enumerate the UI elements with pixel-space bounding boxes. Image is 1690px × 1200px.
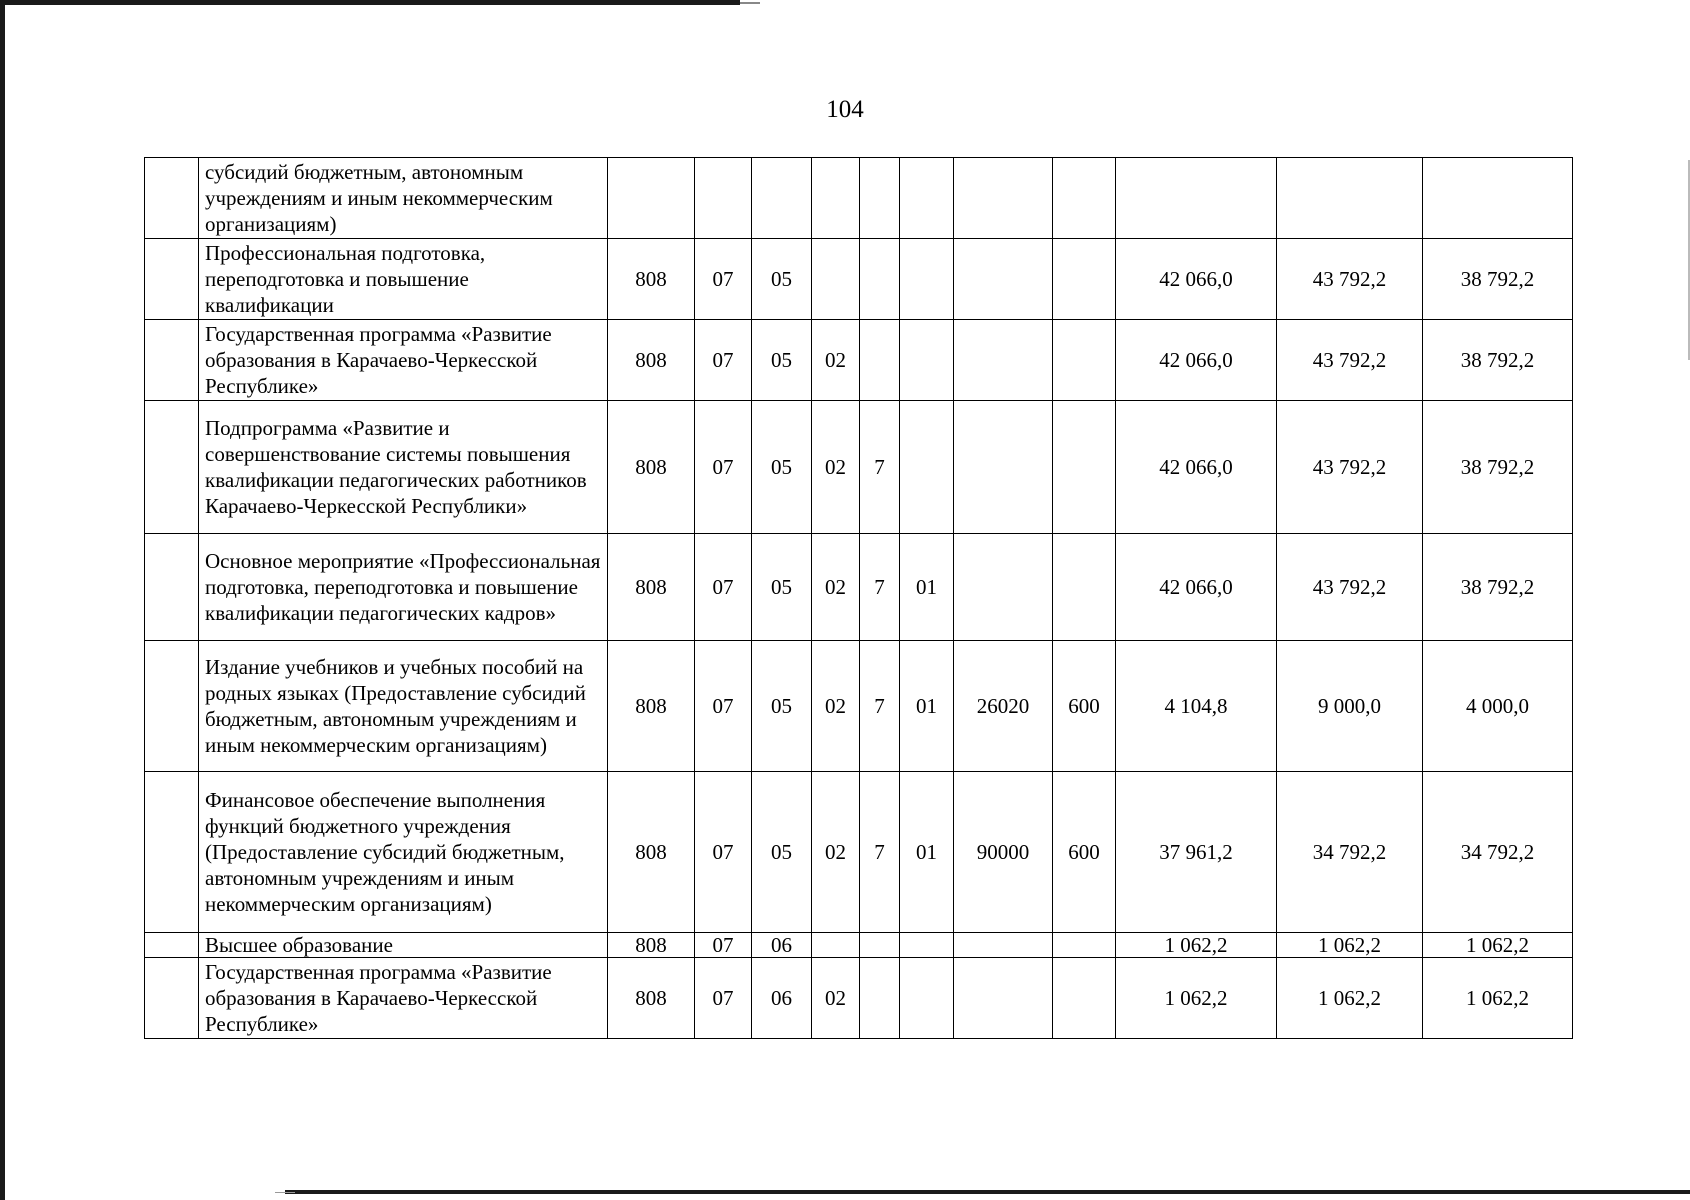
- section-code-cell: 07: [695, 958, 752, 1039]
- sum-year3-cell: 38 792,2: [1423, 401, 1573, 534]
- program-code-cell: 02: [812, 772, 860, 933]
- expense-type-cell: [1053, 320, 1116, 401]
- subsection-code-cell: [752, 158, 812, 239]
- sum-year1-cell: 42 066,0: [1116, 401, 1277, 534]
- ministry-code-cell: 808: [608, 401, 695, 534]
- section-code-cell: 07: [695, 534, 752, 641]
- sum-year1-cell: 42 066,0: [1116, 534, 1277, 641]
- subsection-code-cell: 05: [752, 239, 812, 320]
- expense-name-cell: Профессиональная подготовка, переподготовка и повышение квалификации: [199, 239, 608, 320]
- subsection-code-cell: 06: [752, 958, 812, 1039]
- direction-code-cell: [954, 933, 1053, 958]
- event-code-cell: 01: [900, 534, 954, 641]
- direction-code-cell: [954, 320, 1053, 401]
- expense-name-cell: Подпрограмма «Развитие и совершенствование системы повышения квалификации педагогических работников Карачаево-Черкесской Республики»: [199, 401, 608, 534]
- section-code-cell: 07: [695, 401, 752, 534]
- section-code-cell: 07: [695, 772, 752, 933]
- direction-code-cell: [954, 958, 1053, 1039]
- section-code-cell: 07: [695, 933, 752, 958]
- table-row: [145, 933, 1573, 958]
- event-code-cell: [900, 958, 954, 1039]
- row-number-cell: [145, 320, 199, 401]
- ministry-code-cell: [608, 158, 695, 239]
- program-code-cell: 02: [812, 641, 860, 772]
- subprogram-code-cell: 7: [860, 641, 900, 772]
- row-number-cell: [145, 534, 199, 641]
- section-code-cell: [695, 158, 752, 239]
- scan-edge-left: [0, 0, 5, 1200]
- expense-type-cell: [1053, 958, 1116, 1039]
- row-number-cell: [145, 772, 199, 933]
- ministry-code-cell: 808: [608, 958, 695, 1039]
- subprogram-code-cell: 7: [860, 401, 900, 534]
- row-number-cell: [145, 641, 199, 772]
- scan-edge-top-faint: [740, 2, 760, 4]
- row-number-cell: [145, 401, 199, 534]
- sum-year2-cell: 1 062,2: [1277, 933, 1423, 958]
- section-code-cell: 07: [695, 239, 752, 320]
- expense-type-cell: [1053, 239, 1116, 320]
- subprogram-code-cell: [860, 239, 900, 320]
- subsection-code-cell: 05: [752, 534, 812, 641]
- expense-name-cell: Финансовое обеспечение выполнения функций бюджетного учреждения (Предоставление субсидий бюджетным, автономным учреждениям и иным некоммерческим организациям): [199, 772, 608, 933]
- sum-year3-cell: [1423, 158, 1573, 239]
- table-row: [145, 320, 1573, 401]
- sum-year3-cell: 38 792,2: [1423, 534, 1573, 641]
- table-row: [145, 534, 1573, 641]
- program-code-cell: [812, 239, 860, 320]
- direction-code-cell: [954, 158, 1053, 239]
- sum-year2-cell: 34 792,2: [1277, 772, 1423, 933]
- subprogram-code-cell: [860, 933, 900, 958]
- subprogram-code-cell: 7: [860, 534, 900, 641]
- direction-code-cell: [954, 239, 1053, 320]
- ministry-code-cell: 808: [608, 772, 695, 933]
- program-code-cell: 02: [812, 320, 860, 401]
- program-code-cell: 02: [812, 958, 860, 1039]
- expense-name-cell: субсидий бюджетным, автономным учреждениям и иным некоммерческим организациям): [199, 158, 608, 239]
- sum-year3-cell: 1 062,2: [1423, 958, 1573, 1039]
- sum-year1-cell: 1 062,2: [1116, 958, 1277, 1039]
- event-code-cell: [900, 239, 954, 320]
- expense-type-cell: [1053, 158, 1116, 239]
- expense-type-cell: 600: [1053, 641, 1116, 772]
- row-number-cell: [145, 958, 199, 1039]
- sum-year1-cell: 1 062,2: [1116, 933, 1277, 958]
- ministry-code-cell: 808: [608, 933, 695, 958]
- program-code-cell: [812, 158, 860, 239]
- sum-year1-cell: 42 066,0: [1116, 239, 1277, 320]
- ministry-code-cell: 808: [608, 534, 695, 641]
- sum-year2-cell: 43 792,2: [1277, 401, 1423, 534]
- program-code-cell: [812, 933, 860, 958]
- event-code-cell: [900, 320, 954, 401]
- sum-year3-cell: 38 792,2: [1423, 320, 1573, 401]
- program-code-cell: 02: [812, 401, 860, 534]
- event-code-cell: 01: [900, 641, 954, 772]
- scan-edge-bottom-faint: [275, 1192, 295, 1193]
- subsection-code-cell: 05: [752, 641, 812, 772]
- expense-name-cell: Издание учебников и учебных пособий на родных языках (Предоставление субсидий бюджетным, автономным учреждениям и иным некоммерческим организациям): [199, 641, 608, 772]
- subprogram-code-cell: 7: [860, 772, 900, 933]
- expense-type-cell: [1053, 534, 1116, 641]
- sum-year2-cell: 43 792,2: [1277, 239, 1423, 320]
- direction-code-cell: 26020: [954, 641, 1053, 772]
- sum-year2-cell: 1 062,2: [1277, 958, 1423, 1039]
- table-row: [145, 401, 1573, 534]
- expense-name-cell: Государственная программа «Развитие образования в Карачаево-Черкесской Республике»: [199, 320, 608, 401]
- sum-year2-cell: 43 792,2: [1277, 534, 1423, 641]
- section-code-cell: 07: [695, 641, 752, 772]
- event-code-cell: 01: [900, 772, 954, 933]
- expense-name-cell: Высшее образование: [199, 933, 608, 958]
- sum-year1-cell: [1116, 158, 1277, 239]
- sum-year1-cell: 4 104,8: [1116, 641, 1277, 772]
- table-row: [145, 772, 1573, 933]
- budget-table: [144, 157, 1573, 1039]
- sum-year1-cell: 37 961,2: [1116, 772, 1277, 933]
- event-code-cell: [900, 933, 954, 958]
- subsection-code-cell: 05: [752, 320, 812, 401]
- sum-year1-cell: 42 066,0: [1116, 320, 1277, 401]
- event-code-cell: [900, 158, 954, 239]
- subprogram-code-cell: [860, 958, 900, 1039]
- sum-year3-cell: 38 792,2: [1423, 239, 1573, 320]
- expense-name-cell: Основное мероприятие «Профессиональная подготовка, переподготовка и повышение квалификации педагогических кадров»: [199, 534, 608, 641]
- table-row: [145, 158, 1573, 239]
- sum-year3-cell: 1 062,2: [1423, 933, 1573, 958]
- sum-year2-cell: [1277, 158, 1423, 239]
- program-code-cell: 02: [812, 534, 860, 641]
- ministry-code-cell: 808: [608, 641, 695, 772]
- sum-year2-cell: 9 000,0: [1277, 641, 1423, 772]
- direction-code-cell: 90000: [954, 772, 1053, 933]
- direction-code-cell: [954, 534, 1053, 641]
- sum-year2-cell: 43 792,2: [1277, 320, 1423, 401]
- sum-year3-cell: 4 000,0: [1423, 641, 1573, 772]
- ministry-code-cell: 808: [608, 239, 695, 320]
- ministry-code-cell: 808: [608, 320, 695, 401]
- table-row: [145, 239, 1573, 320]
- direction-code-cell: [954, 401, 1053, 534]
- row-number-cell: [145, 158, 199, 239]
- subsection-code-cell: 05: [752, 401, 812, 534]
- page-number: 104: [826, 96, 864, 123]
- subsection-code-cell: 06: [752, 933, 812, 958]
- subprogram-code-cell: [860, 320, 900, 401]
- expense-name-cell: Государственная программа «Развитие образования в Карачаево-Черкесской Республике»: [199, 958, 608, 1039]
- subsection-code-cell: 05: [752, 772, 812, 933]
- expense-type-cell: 600: [1053, 772, 1116, 933]
- row-number-cell: [145, 239, 199, 320]
- section-code-cell: 07: [695, 320, 752, 401]
- scan-edge-bottom: [285, 1190, 1690, 1194]
- event-code-cell: [900, 401, 954, 534]
- expense-type-cell: [1053, 401, 1116, 534]
- scan-edge-top: [0, 0, 740, 5]
- row-number-cell: [145, 933, 199, 958]
- expense-type-cell: [1053, 933, 1116, 958]
- sum-year3-cell: 34 792,2: [1423, 772, 1573, 933]
- table-row: [145, 958, 1573, 1039]
- subprogram-code-cell: [860, 158, 900, 239]
- table-row: [145, 641, 1573, 772]
